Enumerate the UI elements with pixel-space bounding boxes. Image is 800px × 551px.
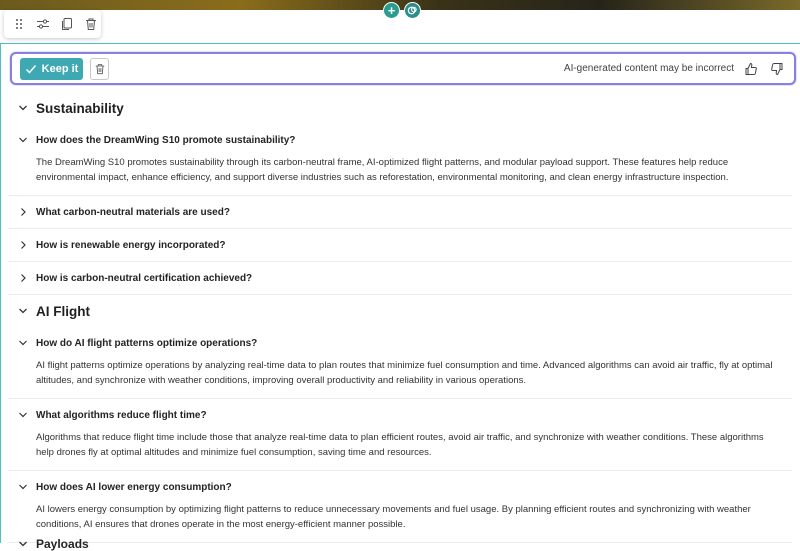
keep-it-label: Keep it <box>41 62 79 75</box>
copy-button[interactable] <box>58 14 76 34</box>
drag-handle-button[interactable] <box>10 14 28 34</box>
settings-sliders-icon <box>36 17 50 31</box>
faq-question-toggle[interactable] <box>0 399 800 431</box>
divider <box>8 542 792 543</box>
drag-handle-icon <box>12 17 26 31</box>
chevron-right-icon <box>18 207 28 217</box>
faq-question-toggle[interactable] <box>0 327 800 359</box>
ai-suggestion-bar <box>10 52 796 85</box>
faq-item <box>0 196 800 229</box>
ai-disclaimer: AI-generated content may be incorrect <box>563 63 734 74</box>
faq-question-toggle[interactable] <box>0 196 800 228</box>
chevron-down-icon <box>18 338 28 348</box>
faq-question: What carbon-neutral materials are used? <box>36 206 230 218</box>
thumbs-down-button[interactable] <box>768 60 786 78</box>
faq-item <box>0 471 800 543</box>
section-header[interactable] <box>0 92 800 124</box>
faq-section-ai-flight <box>0 295 800 543</box>
faq-question: How do AI flight patterns optimize operations? <box>36 337 258 349</box>
faq-item <box>0 262 800 295</box>
keep-it-button[interactable] <box>20 58 83 80</box>
faq-answer: AI lowers energy consumption by optimizing flight patterns to reduce unnecessary movements and fuel usage. By planning efficient routes and synchronizing with weather conditions, AI ensures that drones operate in the most energy-efficient manner possible. <box>36 504 751 530</box>
chevron-right-icon <box>18 273 28 283</box>
faq-item <box>0 124 800 196</box>
settings-button[interactable] <box>34 14 52 34</box>
faq-section-sustainability <box>0 92 800 295</box>
delete-block-button[interactable] <box>82 14 100 34</box>
section-header-partial[interactable] <box>18 537 89 551</box>
plus-icon: + <box>387 3 396 18</box>
faq-question: How does the DreamWing S10 promote sustainability? <box>36 134 296 146</box>
faq-item <box>0 399 800 471</box>
faq-question-toggle[interactable] <box>0 229 800 261</box>
section-title: Payloads <box>36 537 89 551</box>
faq-question-toggle[interactable] <box>0 124 800 156</box>
faq-item <box>0 229 800 262</box>
checkmark-icon <box>25 63 37 75</box>
section-header[interactable] <box>0 295 800 327</box>
faq-question: How is renewable energy incorporated? <box>36 239 226 251</box>
copilot-icon <box>407 5 418 16</box>
faq-item <box>0 327 800 399</box>
faq-document <box>0 92 800 543</box>
faq-question: How is carbon-neutral certification achieved? <box>36 272 253 284</box>
trash-icon <box>84 17 98 31</box>
faq-question: How does AI lower energy consumption? <box>36 481 232 493</box>
thumbs-down-icon <box>770 62 784 76</box>
top-banner-strip <box>0 0 800 10</box>
chevron-down-icon <box>18 306 28 316</box>
copy-icon <box>60 17 74 31</box>
add-section-button[interactable] <box>383 2 400 19</box>
chevron-down-icon <box>18 410 28 420</box>
chevron-down-icon <box>18 103 28 113</box>
faq-question-toggle[interactable] <box>0 262 800 294</box>
chevron-down-icon <box>18 135 28 145</box>
thumbs-up-icon <box>744 62 758 76</box>
faq-answer: The DreamWing S10 promotes sustainability through its carbon-neutral frame, AI-optimized flight patterns, and modular payload support. These features help reduce environmental impact, enhance efficiency, and support diverse industries such as reforestation, environmental monitoring, and clean energy infrastructure inspection. <box>36 157 729 183</box>
thumbs-up-button[interactable] <box>742 60 760 78</box>
section-title: AI Flight <box>36 303 90 319</box>
copilot-button[interactable] <box>404 2 421 19</box>
trash-icon <box>94 63 106 75</box>
faq-question: What algorithms reduce flight time? <box>36 409 207 421</box>
block-toolbar <box>4 10 101 38</box>
chevron-down-icon <box>18 539 28 549</box>
discard-button[interactable] <box>90 58 109 80</box>
section-title: Sustainability <box>36 100 124 116</box>
chevron-down-icon <box>18 482 28 492</box>
faq-answer: Algorithms that reduce flight time include those that analyze real-time data to plan efficient routes, avoid air traffic, and synchronize with weather conditions. These algorithms help drones fly at optimal altitudes and minimize fuel consumption, saving time and resources. <box>36 432 764 458</box>
faq-answer: AI flight patterns optimize operations by analyzing real-time data to plan routes that minimize fuel consumption and time. Advanced algorithms can avoid air traffic, fly at optimal altitudes, and synchronize with weather conditions, improving overall productivity and reliability in various operations. <box>36 360 773 386</box>
chevron-right-icon <box>18 240 28 250</box>
faq-question-toggle[interactable] <box>0 471 800 503</box>
